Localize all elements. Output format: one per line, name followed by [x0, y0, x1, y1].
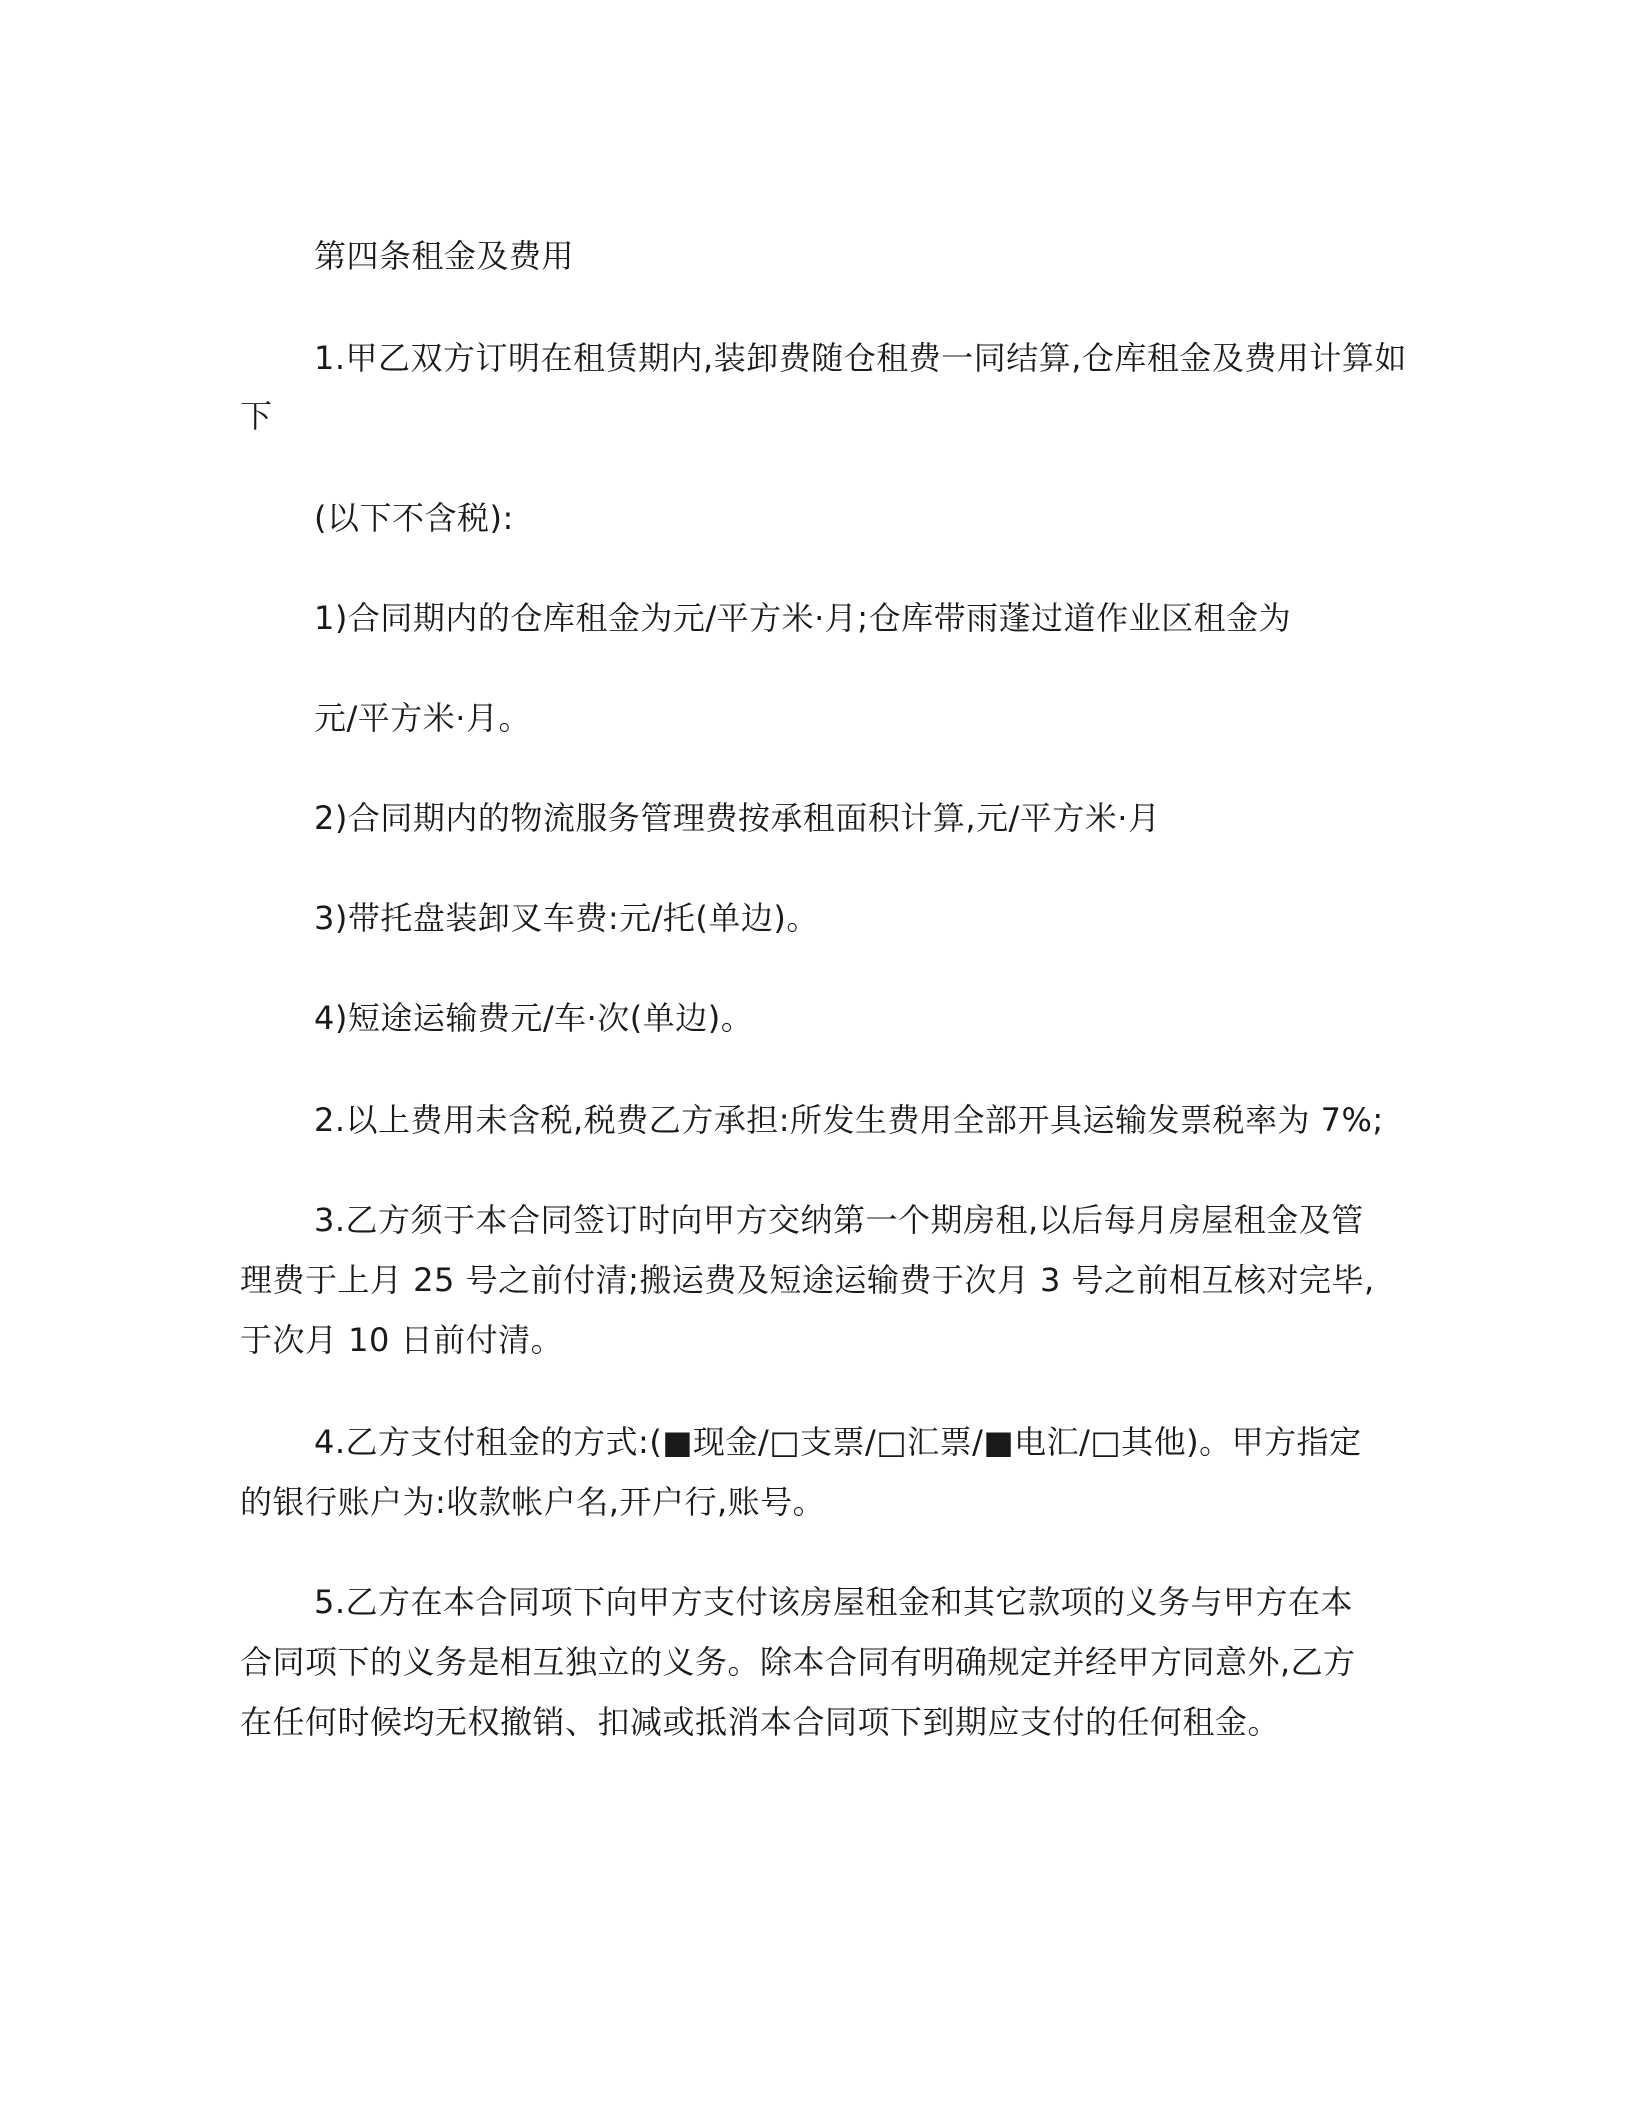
clause-1-line-2: 下	[240, 397, 273, 435]
sub-clause-2: 2)合同期内的物流服务管理费按承租面积计算,元/平方米·月	[314, 799, 1161, 837]
sub-clause-1-line-1: 1)合同期内的仓库租金为元/平方米·月;仓库带雨蓬过道作业区租金为	[314, 599, 1292, 637]
clause-5: 5.乙方在本合同项下向甲方支付该房屋租金和其它款项的义务与甲方在本合同项下的义务是相互独立的义务。除本合同有明确规定并经甲方同意外,乙方在任何时候均无权撤销、扣减或抵消本合同项下到期应支付的任何租金。	[240, 1583, 1356, 1741]
sub-clause-4: 4)短途运输费元/车·次(单边)。	[314, 999, 754, 1037]
clause-4: 4.乙方支付租金的方式:(■现金/□支票/□汇票/■电汇/□其他)。甲方指定的银行账户为:收款帐户名,开户行,账号。	[240, 1423, 1362, 1521]
section-heading: 第四条租金及费用	[314, 237, 575, 275]
clause-2: 2.以上费用未含税,税费乙方承担:所发生费用全部开具运输发票税率为 7%;	[314, 1101, 1384, 1139]
sub-clause-3: 3)带托盘装卸叉车费:元/托(单边)。	[314, 899, 819, 937]
tax-note: (以下不含税):	[314, 499, 514, 537]
clause-1-line-1: 1.甲乙双方订明在租赁期内,装卸费随仓租费一同结算,仓库租金及费用计算如	[314, 339, 1407, 377]
sub-clause-1-line-2: 元/平方米·月。	[314, 699, 531, 737]
clause-3: 3.乙方须于本合同签订时向甲方交纳第一个期房租,以后每月房屋租金及管理费于上月 25 号之前付清;搬运费及短途运输费于次月 3 号之前相互核对完毕,于次月 10 日前付清。	[240, 1201, 1375, 1359]
